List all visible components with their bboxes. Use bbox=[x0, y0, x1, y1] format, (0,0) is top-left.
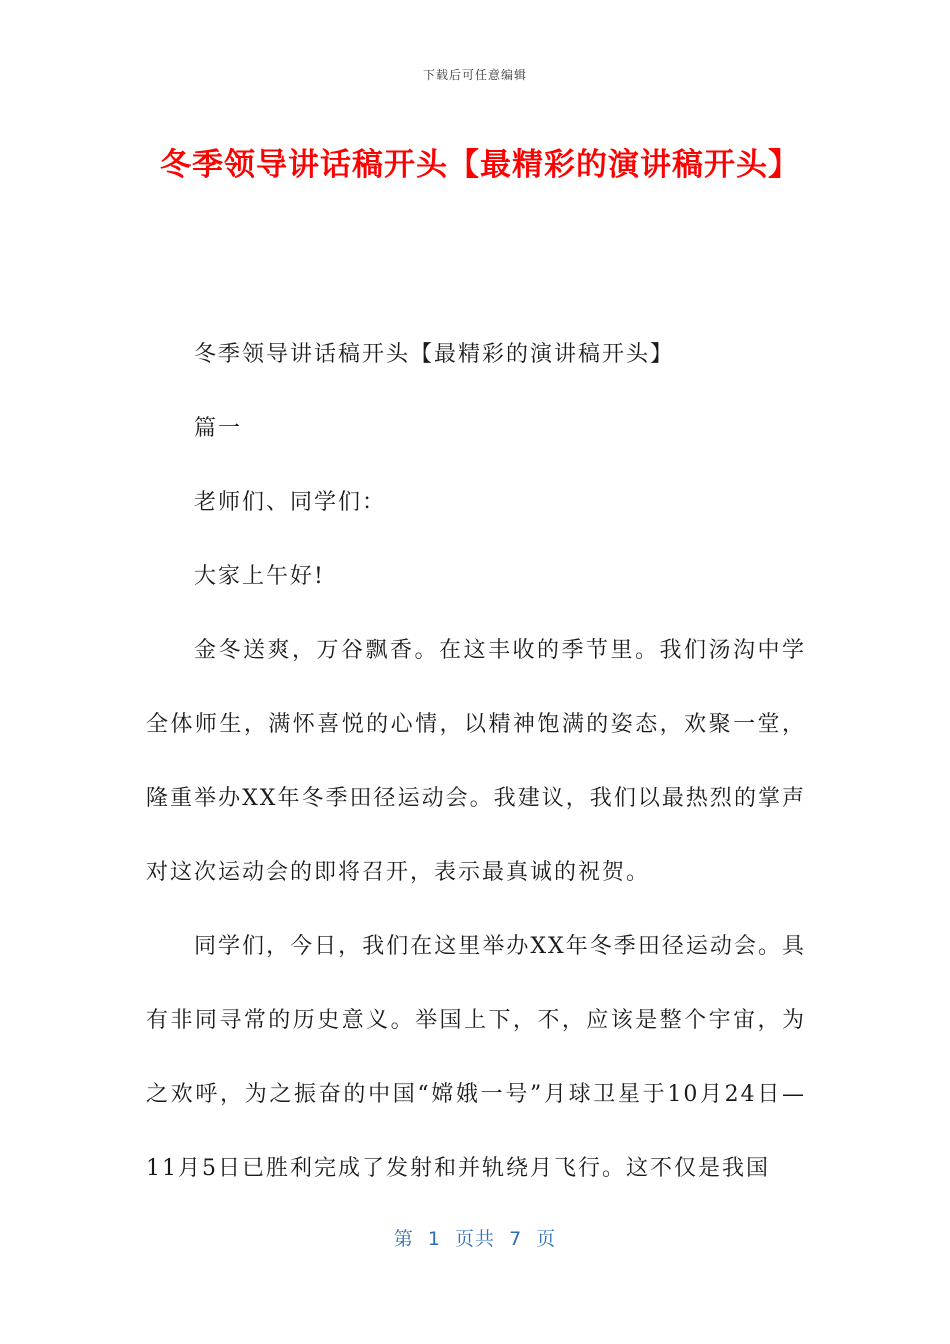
paragraph-section-label: 篇一 bbox=[194, 416, 243, 441]
paragraph-greeting: 大家上午好! bbox=[194, 564, 325, 589]
document-title: 冬季领导讲话稿开头【最精彩的演讲稿开头】 bbox=[160, 147, 800, 183]
page-number-footer: 第 1 页共 7 页 bbox=[393, 1228, 557, 1250]
paragraph-body-2: 同学们，今日，我们在这里举办XX年冬季田径运动会。具有非同寻常的历史意义。举国上下，不，应该是整个宇宙，为之欢呼，为之振奋的中国“嫦娥一号”月球卫星于10月24日—11月5日已胜利完成了发射和并轨绕月飞行。这不仅是我国 bbox=[146, 934, 806, 1181]
document-body bbox=[146, 318, 806, 1206]
paragraph-salutation: 老师们、同学们： bbox=[194, 490, 387, 515]
paragraph-body-1: 金冬送爽，万谷飘香。在这丰收的季节里。我们汤沟中学全体师生，满怀喜悦的心情，以精神饱满的姿态，欢聚一堂，隆重举办XX年冬季田径运动会。我建议，我们以最热烈的掌声对这次运动会的即将召开，表示最真诚的祝贺。 bbox=[146, 638, 806, 885]
paragraph-subtitle: 冬季领导讲话稿开头【最精彩的演讲稿开头】 bbox=[194, 342, 675, 367]
header-note: 下载后可任意编辑 bbox=[422, 68, 527, 82]
